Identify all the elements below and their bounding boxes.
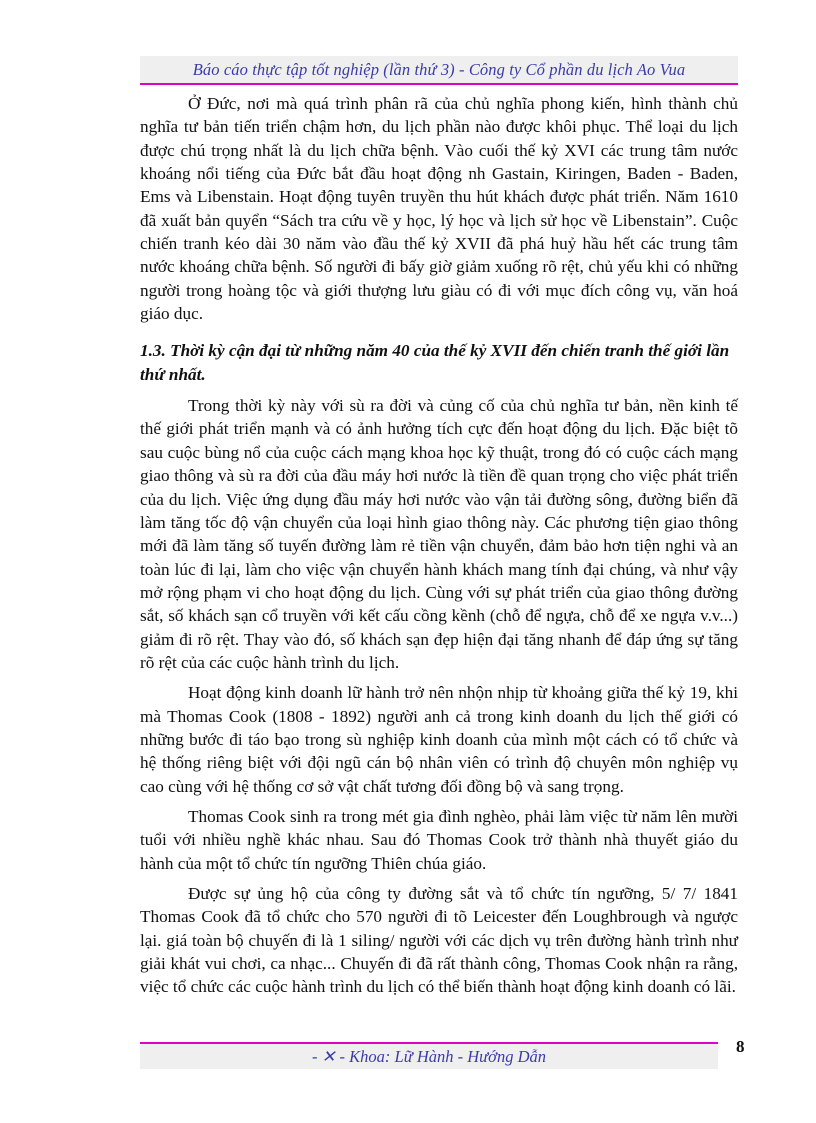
- page-number: 8: [736, 1037, 745, 1056]
- paragraph: Được sự ủng hộ của công ty đường sắt và tổ chức tín ngưỡng, 5/ 7/ 1841 Thomas Cook đã tổ chức cho 570 người đi tõ Leicester đến Loughbrough và ngược lại. giá toàn bộ chuyến đi là 1 siling/ người với các dịch vụ trên đường hành trình như giải khát vui chơi, ca nhạc... Chuyến đi đã rất thành công, Thomas Cook nhận ra rằng, việc tổ chức các cuộc hành trình du lịch có thể biến thành hoạt động kinh doanh có lãi.: [140, 884, 738, 997]
- paragraph: Hoạt động kinh doanh lữ hành trở nên nhộn nhịp từ khoảng giữa thế kỷ 19, khi mà Thomas Cook (1808 - 1892) người anh cả trong kinh doanh du lịch thế giới có những bước đi táo bạo trong sù nghiệp kinh doanh của mình một cách có tổ chức và hệ thống riêng biệt với đội ngũ cán bộ nhân viên có trình độ chuyên môn nghiệp vụ cao cùng với hệ thống cơ sở vật chất tương đối đồng bộ và sang trọng.: [140, 683, 738, 796]
- page-header: [140, 56, 738, 85]
- page-footer: [140, 1042, 718, 1069]
- footer-text: - ✕ - Khoa: Lữ Hành - Hướng Dẫn: [311, 1046, 547, 1066]
- paragraph: Ở Đức, nơi mà quá trình phân rã của chủ nghĩa phong kiến, hình thành chủ nghĩa tư bản tiến triển chậm hơn, du lịch phần nào được khôi phục. Thể loại du lịch được chú trọng nhất là du lịch chữa bệnh. Vào cuối thế kỷ XVI các trung tâm nước khoáng nổi tiếng của Đức bắt đầu hoạt động nh Gastain, Kiringen, Baden - Baden, Ems và Libenstain. Hoạt động tuyên truyền thu hút khách được phát triển. Năm 1610 đã xuất bản quyển “Sách tra cứu về y học, lý học và lịch sử học về Libenstain”. Cuộc chiến tranh kéo dài 30 năm vào đầu thế kỷ XVII đã phá huỷ hầu hết các trung tâm nước khoáng chữa bệnh. Số người đi bấy giờ giảm xuống rõ rệt, chủ yếu khi có những người trong hoàng tộc và giới thượng lưu giàu có đi với mục đích công vụ, văn hoá giáo dục.: [140, 94, 738, 324]
- section-heading: 1.3. Thời kỳ cận đại từ những năm 40 của thế kỷ XVII đến chiến tranh thế giới lần thứ nhất.: [140, 341, 730, 384]
- document-body: [140, 92, 738, 1006]
- paragraph: Thomas Cook sinh ra trong mét gia đình nghèo, phải làm việc từ năm lên mười tuổi với nhiều nghề khác nhau. Sau đó Thomas Cook trở thành nhà thuyết giáo du hành của một tổ chức tín ngưỡng Thiên chúa giáo.: [140, 806, 738, 873]
- paragraph: Trong thời kỳ này với sù ra đời và củng cố của chủ nghĩa tư bản, nền kinh tế thế giới phát triển mạnh và có ảnh hưởng tích cực đến hoạt động du lịch. Đặc biệt tõ sau cuộc bùng nổ của cuộc cách mạng khoa học kỹ thuật, trong đó có cuộc cách mạng giao thông và sù ra đời của đầu máy hơi nước là tiền đề quan trọng cho việc phát triển của du lịch. Việc ứng dụng đầu máy hơi nước vào vận tải đường sông, đường biển đã làm tăng tốc độ vận chuyển của loại hình giao thông này. Các phương tiện giao thông mới đã làm tăng số tuyến đường làm rẻ tiền vận chuyển, đảm bảo hơn tiện nghi và an toàn lúc đi lại, làm cho việc vận chuyển hành khách mang tính đại chúng, và như vậy mở rộng phạm vi cho hoạt động du lịch. Cùng với sự phát triển của giao thông đường sắt, số khách sạn cổ truyền với kết cấu cồng kềnh (chỗ để ngựa, chỗ để xe ngựa v.v...) giảm đi rõ rệt. Thay vào đó, số khách sạn đẹp hiện đại tăng nhanh để đáp ứng sự tăng rõ rệt của các cuộc hành trình du lịch.: [140, 396, 738, 672]
- header-text: Báo cáo thực tập tốt nghiệp (lần thứ 3) - Công ty Cổ phần du lịch Ao Vua: [192, 59, 686, 79]
